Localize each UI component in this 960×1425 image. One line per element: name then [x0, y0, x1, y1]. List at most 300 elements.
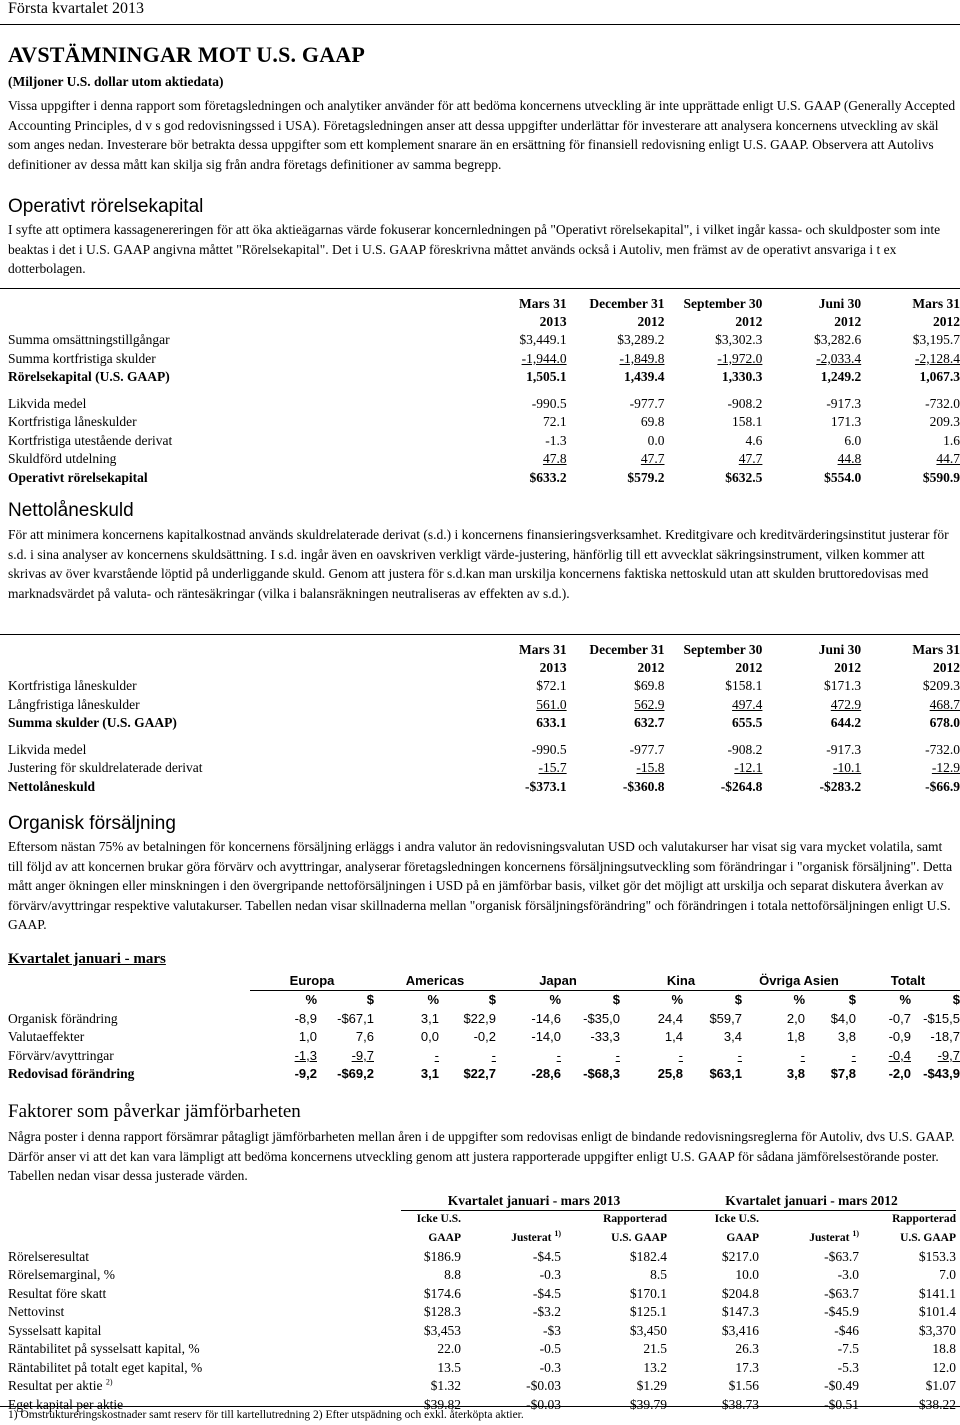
row-label: Förvärv/avyttringar: [8, 1047, 114, 1063]
cell: -990.5: [531, 741, 567, 757]
cell: $22,9: [463, 1010, 496, 1026]
cell: $3,282.6: [813, 332, 862, 348]
row-label: Summa skulder (U.S. GAAP): [8, 715, 177, 731]
cell: $153.3: [918, 1248, 956, 1264]
column-year: 2012: [735, 314, 763, 330]
organic-table: [8, 972, 960, 1084]
column-year: 2012: [735, 660, 763, 676]
cell: -3.0: [837, 1267, 859, 1283]
table-row: [8, 413, 960, 432]
cell: -9,2: [294, 1066, 317, 1082]
row-label: Summa omsättningstillgångar: [8, 332, 170, 348]
column-header: Juni 30: [818, 641, 862, 657]
column-header: December 31: [589, 295, 665, 311]
net-debt-rule: [0, 634, 960, 635]
cell: 47.7: [640, 451, 665, 467]
column-year: 2012: [933, 314, 960, 330]
cell: -$0.03: [526, 1396, 561, 1412]
table-row: [8, 1065, 960, 1084]
cell: 8.5: [650, 1267, 667, 1283]
cell: $170.1: [629, 1285, 667, 1301]
cell: $1.56: [728, 1378, 759, 1394]
cell: -: [434, 1047, 439, 1063]
cell: -732.0: [925, 741, 960, 757]
unit-header: %: [305, 992, 317, 1008]
cell: -$67,1: [337, 1010, 374, 1026]
cell: -28,6: [531, 1066, 561, 1082]
column-year: 2012: [834, 660, 862, 676]
cell: 10.0: [735, 1267, 759, 1283]
cell: 3,1: [420, 1066, 439, 1082]
column-header: Juni 30: [818, 295, 862, 311]
cell: 4.6: [745, 432, 763, 448]
column-header: Mars 31: [518, 295, 567, 311]
footnote: 1) Omstruktureringskostnader samt reserv för till kartellutredning 2) Efter utspädning och exkl. återköpta aktier.: [8, 1409, 524, 1421]
cell: -$63.7: [824, 1248, 859, 1264]
net-debt-paragraph: För att minimera koncernens kapitalkostnad används skuldrelaterade derivat (s.d.) i koncernens finansieringsverksamhet. Kreditgivare och kreditvärderingsinstitut justerar för s.d. i sina analyser av koncernens skuldsättning. I s.d. ingår även en oavskriven verkligt värde-justering, hänförlig till ett avvecklat säkringsinstrument, vilken kommer att skrivas av över kvarstående löptid på underliggande skuld. Genom att justera för s.d.kan man urskilja koncernens faktiska nettoskuld utan att skulden bruttoredovisas med marknadsvärdet på valuta- och räntesäkringar (vilka i balansräkningen neutraliseras av effekten av s.d.).: [8, 527, 949, 601]
cell: -$46: [834, 1322, 859, 1338]
row-label: Likvida medel: [8, 395, 87, 411]
row-label: Likvida medel: [8, 741, 87, 757]
cell: $204.8: [721, 1285, 759, 1301]
cell: 22.0: [437, 1341, 461, 1357]
group-header: Europa: [250, 972, 374, 991]
footnote-marker: 2): [105, 1377, 113, 1387]
cell: -908.2: [727, 741, 763, 757]
column-year: 2012: [834, 314, 862, 330]
cell: -977.7: [629, 741, 665, 757]
cell: 7.0: [939, 1267, 956, 1283]
row-label: Rörelsekapital (U.S. GAAP): [8, 369, 170, 385]
row-label: Rörelseresultat: [8, 1248, 89, 1264]
cell: -: [491, 1047, 496, 1063]
column-year: 2012: [933, 660, 960, 676]
cell: 562.9: [634, 696, 665, 712]
cell: 209.3: [929, 414, 960, 430]
cell: $554.0: [824, 469, 862, 485]
cell: $217.0: [721, 1248, 759, 1264]
working-capital-heading: Operativt rörelsekapital: [8, 196, 204, 217]
cell: $59,7: [709, 1010, 742, 1026]
cell: 2,0: [786, 1010, 805, 1026]
column-header: [759, 1210, 859, 1229]
footnote-marker: 1): [554, 1228, 561, 1238]
row-label: Långfristiga låneskulder: [8, 696, 140, 712]
cell: $128.3: [423, 1304, 461, 1320]
cell: $101.4: [918, 1304, 956, 1320]
row-label: Räntabilitet på totalt eget kapital, %: [8, 1359, 203, 1375]
cell: 468.7: [929, 696, 960, 712]
cell: 25,8: [657, 1066, 683, 1082]
cell: $3,195.7: [912, 332, 960, 348]
cell: 561.0: [536, 696, 567, 712]
cell: 633.1: [536, 715, 567, 731]
column-year: 2012: [637, 314, 665, 330]
cell: -$264.8: [720, 778, 763, 794]
table-row: [8, 1377, 956, 1396]
column-header: Mars 31: [912, 295, 960, 311]
cell: 12.0: [932, 1359, 956, 1375]
cell: 644.2: [830, 715, 862, 731]
cell: -$4.5: [532, 1248, 561, 1264]
unit-header: %: [549, 992, 561, 1008]
cell: 24,4: [657, 1010, 683, 1026]
cell: -$43,9: [923, 1066, 960, 1082]
cell: $3,449.1: [519, 332, 567, 348]
cell: $63,1: [709, 1066, 742, 1082]
cell: -15.7: [538, 760, 567, 776]
cell: -$66.9: [925, 778, 960, 794]
cell: $3,302.3: [715, 332, 763, 348]
group-header: Americas: [374, 972, 496, 991]
cell: $141.1: [918, 1285, 956, 1301]
cell: 26.3: [735, 1341, 759, 1357]
cell: -917.3: [826, 741, 862, 757]
column-header: Rapporterad: [603, 1213, 667, 1226]
cell: $3,289.2: [617, 332, 665, 348]
row-label: Operativt rörelsekapital: [8, 469, 148, 485]
cell: 472.9: [830, 696, 862, 712]
row-label: Organisk förändring: [8, 1010, 118, 1026]
cell: -8,9: [294, 1010, 317, 1026]
page-header: Första kvartalet 2013: [8, 0, 144, 17]
cell: $633.2: [529, 469, 567, 485]
cell: -977.7: [629, 395, 665, 411]
row-label: Summa kortfristiga skulder: [8, 350, 156, 366]
table-row: [8, 1248, 956, 1267]
cell: -15.8: [636, 760, 665, 776]
row-label: Resultat före skatt: [8, 1285, 107, 1301]
cell: -$360.8: [622, 778, 665, 794]
table-row: [8, 1047, 960, 1066]
cell: 1,0: [298, 1029, 317, 1045]
cell: -: [737, 1047, 742, 1063]
cell: 3,8: [786, 1066, 805, 1082]
cell: 1,330.3: [721, 369, 763, 385]
cell: -$68,3: [583, 1066, 620, 1082]
cell: -990.5: [531, 395, 567, 411]
organic-heading: Organisk försäljning: [8, 813, 176, 834]
unit-header: $: [366, 992, 374, 1008]
cell: $632.5: [725, 469, 763, 485]
group-header: Kvartalet januari - mars 2012: [667, 1191, 956, 1210]
cell: -$69,2: [337, 1066, 374, 1082]
cell: $174.6: [423, 1285, 461, 1301]
cell: 0,0: [420, 1029, 439, 1045]
cell: -$4.5: [532, 1285, 561, 1301]
table-row: [8, 1340, 956, 1359]
group-header: Kvartalet januari - mars 2013: [401, 1191, 667, 1210]
organic-paragraph: Eftersom nästan 75% av betalningen för koncernens försäljning erläggs i andra valutor än redovisningsvalutan USD och valutakurser har visat sig vara mycket volatila, samt till följd av att koncernen brukar göra förvärv och avyttringar, analyserar företagsledningen koncernens försäljningsutveckling som förändringar i "organisk försäljning". Detta mått anger ökningen eller minskningen i den övergripande nettoförsäljningen i USD på en jämförbar basis, vilket gör det möjligt att urskilja och separat diskutera åverkan av förvärv/avyttringar respektive valutakurser. Tabellen nedan visar skillnaderna mellan "organisk försäljningsförändring" och förändringen i totala nettoförsäljningen enligt U.S. GAAP.: [8, 839, 953, 933]
cell: $1.32: [430, 1378, 461, 1394]
cell: -0,4: [888, 1047, 911, 1063]
table-row: [8, 395, 960, 414]
cell: 72.1: [542, 414, 567, 430]
row-label: Kortfristiga låneskulder: [8, 414, 137, 430]
cell: $158.1: [725, 678, 763, 694]
cell: -: [556, 1047, 561, 1063]
cell: $3,453: [423, 1322, 461, 1338]
cell: -18,7: [930, 1029, 960, 1045]
cell: -1.3: [545, 432, 567, 448]
table-row: [8, 1285, 956, 1304]
cell: $38.22: [918, 1396, 956, 1412]
table-row: [8, 1359, 956, 1378]
cell: -$15,5: [923, 1010, 960, 1026]
table-row: [8, 759, 960, 778]
cell: 8.8: [444, 1267, 461, 1283]
cell: 47.7: [738, 451, 763, 467]
row-label: Kortfristiga låneskulder: [8, 678, 137, 694]
column-header: GAAP: [428, 1231, 461, 1244]
cell: -$35,0: [583, 1010, 620, 1026]
cell: -10.1: [833, 760, 862, 776]
table-row: [8, 450, 960, 469]
cell: -0,9: [888, 1029, 911, 1045]
working-capital-table: [8, 294, 960, 487]
cell: -$373.1: [525, 778, 567, 794]
cell: 3,1: [420, 1010, 439, 1026]
cell: 171.3: [830, 414, 862, 430]
cell: 1,4: [664, 1029, 683, 1045]
cell: -7.5: [837, 1341, 859, 1357]
cell: -12.9: [931, 760, 960, 776]
table-row: [8, 469, 960, 488]
cell: -14,6: [531, 1010, 561, 1026]
cell: 632.7: [634, 715, 665, 731]
cell: 3,4: [723, 1029, 742, 1045]
unit-header: $: [488, 992, 496, 1008]
unit-header: %: [671, 992, 683, 1008]
cell: -0.3: [539, 1359, 561, 1375]
unit-header: %: [899, 992, 911, 1008]
table-row: [8, 778, 960, 797]
cell: $4,0: [830, 1010, 856, 1026]
cell: $209.3: [922, 678, 960, 694]
row-label: Skuldförd utdelning: [8, 451, 117, 467]
comparability-heading: Faktorer som påverkar jämförbarheten: [8, 1101, 301, 1122]
cell: -$0.03: [526, 1378, 561, 1394]
table-row: [8, 1010, 960, 1029]
working-capital-rule: [0, 288, 960, 289]
table-row: [8, 696, 960, 715]
intro-paragraph: Vissa uppgifter i denna rapport som företagsledningen och analytiker använder för att bedöma koncernens utveckling är inte upprättade enligt U.S. GAAP (Generally Accepted Accounting Principles, d v s god redovisningssed i USA). Företagsledningen anser att dessa uppgifter underlättar för investerare att analysera koncernens utveckling av skäl som anges nedan. Investerare bör betrakta dessa uppgifter som ett komplement snarare än en ersättning för finansiell redovisning enligt U.S. GAAP. Observera att Autolivs definitioner av dessa mått kan skilja sig från andra företags definitioner av samma begrepp.: [8, 98, 956, 172]
cell: 1.6: [943, 432, 960, 448]
unit-header: %: [427, 992, 439, 1008]
cell: 69.8: [640, 414, 665, 430]
table-row: [8, 331, 960, 350]
cell: 47.8: [542, 451, 567, 467]
net-debt-heading: Nettolåneskuld: [8, 500, 134, 521]
cell: $39.82: [423, 1396, 461, 1412]
cell: 158.1: [732, 414, 763, 430]
row-label: Nettovinst: [8, 1304, 65, 1320]
cell: $579.2: [627, 469, 665, 485]
column-header: Mars 31: [912, 641, 960, 657]
cell: -1,3: [294, 1047, 317, 1063]
column-header: U.S. GAAP: [900, 1231, 956, 1244]
cell: -0,2: [473, 1029, 496, 1045]
cell: 13.2: [643, 1359, 667, 1375]
cell: -9,7: [937, 1047, 960, 1063]
unit-header: $: [612, 992, 620, 1008]
cell: $39.79: [629, 1396, 667, 1412]
column-header: Justerat: [809, 1231, 850, 1244]
footnote-marker: 1): [852, 1228, 859, 1238]
cell: -1,972.0: [717, 350, 763, 366]
row-label: Eget kapital per aktie: [8, 1396, 124, 1412]
cell: $171.3: [824, 678, 862, 694]
cell: $72.1: [536, 678, 567, 694]
cell: -$283.2: [819, 778, 862, 794]
cell: -732.0: [925, 395, 960, 411]
row-label: Rörelsemarginal, %: [8, 1267, 115, 1283]
cell: 1,439.4: [623, 369, 665, 385]
cell: -5.3: [837, 1359, 859, 1375]
cell: -$3: [543, 1322, 561, 1338]
cell: 3,8: [837, 1029, 856, 1045]
table-row: [8, 1266, 956, 1285]
cell: $3,450: [629, 1322, 667, 1338]
cell: -12.1: [734, 760, 763, 776]
cell: $147.3: [721, 1304, 759, 1320]
cell: 1,8: [786, 1029, 805, 1045]
column-year: 2013: [539, 660, 567, 676]
row-label: Nettolåneskuld: [8, 778, 96, 794]
cell: 0.0: [647, 432, 665, 448]
cell: 7,6: [355, 1029, 374, 1045]
unit-header: $: [952, 992, 960, 1008]
cell: 21.5: [643, 1341, 667, 1357]
cell: 678.0: [929, 715, 960, 731]
group-header: Övriga Asien: [742, 972, 856, 991]
group-header: Japan: [496, 972, 620, 991]
cell: $69.8: [634, 678, 665, 694]
cell: -: [615, 1047, 620, 1063]
page-subtitle: (Miljoner U.S. dollar utom aktiedata): [8, 74, 224, 89]
cell: -$0.51: [824, 1396, 859, 1412]
cell: -$45.9: [824, 1304, 859, 1320]
cell: -14,0: [531, 1029, 561, 1045]
cell: -: [678, 1047, 683, 1063]
cell: $22,7: [463, 1066, 496, 1082]
cell: -2,033.4: [816, 350, 862, 366]
cell: $125.1: [629, 1304, 667, 1320]
cell: -0.3: [539, 1267, 561, 1283]
cell: $3,370: [918, 1322, 956, 1338]
cell: $1.07: [925, 1378, 956, 1394]
footnote-rule: [0, 1406, 960, 1407]
row-label: Räntabilitet på sysselsatt kapital, %: [8, 1341, 200, 1357]
cell: $38.73: [721, 1396, 759, 1412]
table-row: [8, 1322, 956, 1341]
unit-header: $: [734, 992, 742, 1008]
comparability-paragraph: Några poster i denna rapport försämrar påtagligt jämförbarheten mellan åren i de uppgifter som redovisas enligt de bindande redovisningsreglerna för Autoliv, dvs U.S. GAAP. Därför anser vi att det kan vara lämpligt att bedöma koncernens utveckling genom att justera rapporterade uppgifter enligt U.S. GAAP för sådana jämförelsestörande poster. Tabellen nedan visar dessa justerade värden.: [8, 1129, 955, 1184]
header-rule: [0, 24, 960, 25]
cell: 44.8: [837, 451, 862, 467]
column-header: GAAP: [726, 1231, 759, 1244]
table-row: [8, 368, 960, 387]
cell: -: [800, 1047, 805, 1063]
table-row: [8, 432, 960, 451]
cell: -9,7: [351, 1047, 374, 1063]
cell: $7,8: [830, 1066, 856, 1082]
table-row: [8, 714, 960, 733]
comparability-table: [8, 1191, 956, 1414]
cell: $590.9: [922, 469, 960, 485]
row-label: Valutaeffekter: [8, 1029, 85, 1045]
table-row: [8, 1028, 960, 1047]
page-title: AVSTÄMNINGAR MOT U.S. GAAP: [8, 42, 366, 67]
cell: 44.7: [936, 451, 960, 467]
row-label: Kortfristiga utestående derivat: [8, 432, 173, 448]
column-header: Mars 31: [519, 641, 567, 657]
cell: -1,944.0: [521, 350, 567, 366]
cell: -917.3: [826, 395, 862, 411]
cell: -0,7: [888, 1010, 911, 1026]
table-row: [8, 677, 960, 696]
cell: -$0.49: [824, 1378, 859, 1394]
cell: 18.8: [932, 1341, 956, 1357]
cell: 17.3: [735, 1359, 759, 1375]
column-year: 2012: [637, 660, 665, 676]
organic-subheading: Kvartalet januari - mars: [8, 951, 166, 967]
cell: 1,249.2: [820, 369, 862, 385]
cell: $182.4: [629, 1248, 667, 1264]
row-label: Resultat per aktie: [8, 1378, 103, 1394]
net-debt-table: [8, 640, 960, 796]
column-year: 2013: [539, 314, 567, 330]
unit-header: %: [793, 992, 805, 1008]
column-header: [461, 1210, 561, 1229]
cell: -$63.7: [824, 1285, 859, 1301]
cell: 655.5: [732, 715, 763, 731]
cell: -33,3: [590, 1029, 620, 1045]
column-header: September 30: [683, 641, 763, 657]
cell: -$3.2: [532, 1304, 561, 1320]
cell: -2,0: [888, 1066, 911, 1082]
cell: 6.0: [844, 432, 862, 448]
column-header: Rapporterad: [892, 1213, 956, 1226]
cell: $1.29: [636, 1378, 667, 1394]
row-label: Redovisad förändring: [8, 1066, 135, 1082]
cell: 497.4: [732, 696, 763, 712]
column-header: Icke U.S.: [714, 1213, 759, 1226]
table-row: [8, 1303, 956, 1322]
table-row: [8, 741, 960, 760]
cell: 13.5: [437, 1359, 461, 1375]
working-capital-paragraph: I syfte att optimera kassagenereringen för att öka aktieägarnas värde fokuserar koncernledningen på "Operativt rörelsekapital", i vilket ingår kassa- och skuldposter som inte beaktas i det i U.S. GAAP angivna måttet "Rörelsekapital". Det i U.S. GAAP föreskrivna måttet används också i Autoliv, men främst av de operativt ansvariga i t ex dotterbolagen.: [8, 222, 941, 277]
column-header: U.S. GAAP: [611, 1231, 667, 1244]
cell: 1,067.3: [919, 369, 960, 385]
cell: $186.9: [423, 1248, 461, 1264]
column-header: September 30: [683, 295, 763, 311]
table-row: [8, 350, 960, 369]
cell: -2,128.4: [915, 350, 960, 366]
cell: -0.5: [539, 1341, 561, 1357]
unit-header: $: [848, 992, 856, 1008]
cell: -: [851, 1047, 856, 1063]
column-header: Justerat: [511, 1231, 552, 1244]
column-header: December 31: [589, 641, 665, 657]
cell: -1,849.8: [619, 350, 665, 366]
column-header: Icke U.S.: [416, 1213, 461, 1226]
group-header: Totalt: [856, 972, 960, 991]
cell: 1,505.1: [526, 369, 567, 385]
row-label: Justering för skuldrelaterade derivat: [8, 760, 203, 776]
cell: -908.2: [727, 395, 763, 411]
row-label: Sysselsatt kapital: [8, 1322, 102, 1338]
